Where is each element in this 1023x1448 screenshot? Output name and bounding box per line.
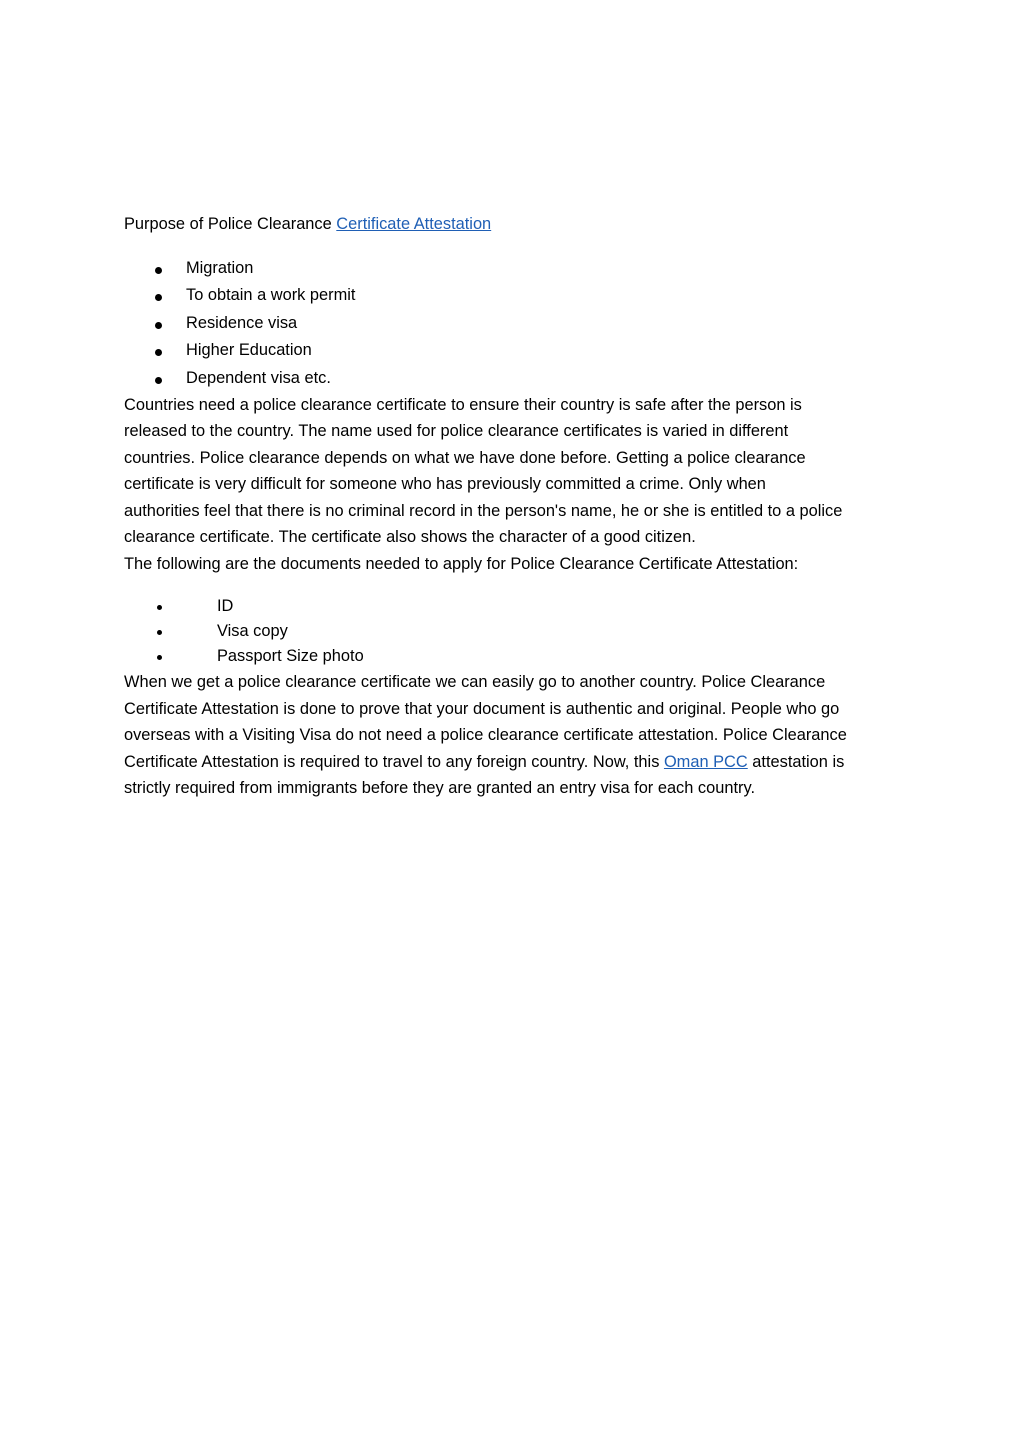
paragraph-documents-intro: The following are the documents needed to apply for Police Clearance Certificate Attestation: xyxy=(124,554,799,573)
paragraph-line: overseas with a Visiting Visa do not need a police clearance certificate attestation. Police Clearance xyxy=(124,726,847,745)
purpose-heading-text: Purpose of Police Clearance xyxy=(124,215,337,233)
purpose-item-label: Dependent visa etc. xyxy=(186,368,331,387)
list-item xyxy=(124,255,904,282)
paragraph-line: strictly required from immigrants before they are granted an entry visa for each country. xyxy=(124,779,756,798)
document-content xyxy=(124,211,904,802)
oman-pcc-link[interactable]: Oman PCC xyxy=(663,752,748,771)
list-item xyxy=(124,619,904,644)
paragraph-countries xyxy=(124,392,904,551)
bullet-icon xyxy=(157,605,162,610)
document-item-label: Passport Size photo xyxy=(217,647,364,666)
document-item-label: ID xyxy=(217,597,234,616)
paragraph-line: Certificate Attestation is done to prove that your document is authentic and original. People who go xyxy=(124,699,840,718)
list-item xyxy=(124,337,904,364)
list-item xyxy=(124,310,904,337)
purpose-item-label: To obtain a work permit xyxy=(186,286,356,305)
bullet-icon xyxy=(155,349,162,356)
purpose-item-label: Higher Education xyxy=(186,341,312,360)
purpose-item-label: Residence visa xyxy=(186,313,298,332)
paragraph-line: When we get a police clearance certificate we can easily go to another country. Police Clearance xyxy=(124,673,826,692)
document-item-label: Visa copy xyxy=(217,622,288,641)
bullet-icon xyxy=(157,655,162,660)
list-item xyxy=(124,594,904,619)
paragraph-line-part: Certificate Attestation is required to travel to any foreign country. Now, this xyxy=(124,752,664,771)
paragraph-line: certificate is very difficult for someone who has previously committed a crime. Only when xyxy=(124,475,766,494)
paragraph-line-part: attestation is xyxy=(747,752,845,771)
certificate-attestation-link[interactable]: Certificate Attestation xyxy=(336,215,492,233)
purpose-list xyxy=(124,255,904,392)
bullet-icon xyxy=(155,377,162,384)
bullet-icon xyxy=(155,267,162,274)
documents-list xyxy=(124,594,904,669)
bullet-icon xyxy=(155,322,162,329)
list-item xyxy=(124,365,904,392)
paragraph-line: countries. Police clearance depends on what we have done before. Getting a police clearance xyxy=(124,448,806,467)
bullet-icon xyxy=(157,630,162,635)
paragraph-line: Countries need a police clearance certificate to ensure their country is safe after the person is xyxy=(124,395,802,414)
paragraph-line: clearance certificate. The certificate also shows the character of a good citizen. xyxy=(124,528,696,547)
paragraph-line: authorities feel that there is no criminal record in the person's name, he or she is entitled to a police xyxy=(124,501,843,520)
purpose-heading xyxy=(124,211,904,237)
purpose-item-label: Migration xyxy=(186,259,254,277)
paragraph-line: released to the country. The name used for police clearance certificates is varied in different xyxy=(124,422,789,441)
list-item xyxy=(124,282,904,309)
list-item xyxy=(124,644,904,669)
paragraph-attestation xyxy=(124,669,904,802)
bullet-icon xyxy=(155,294,162,301)
